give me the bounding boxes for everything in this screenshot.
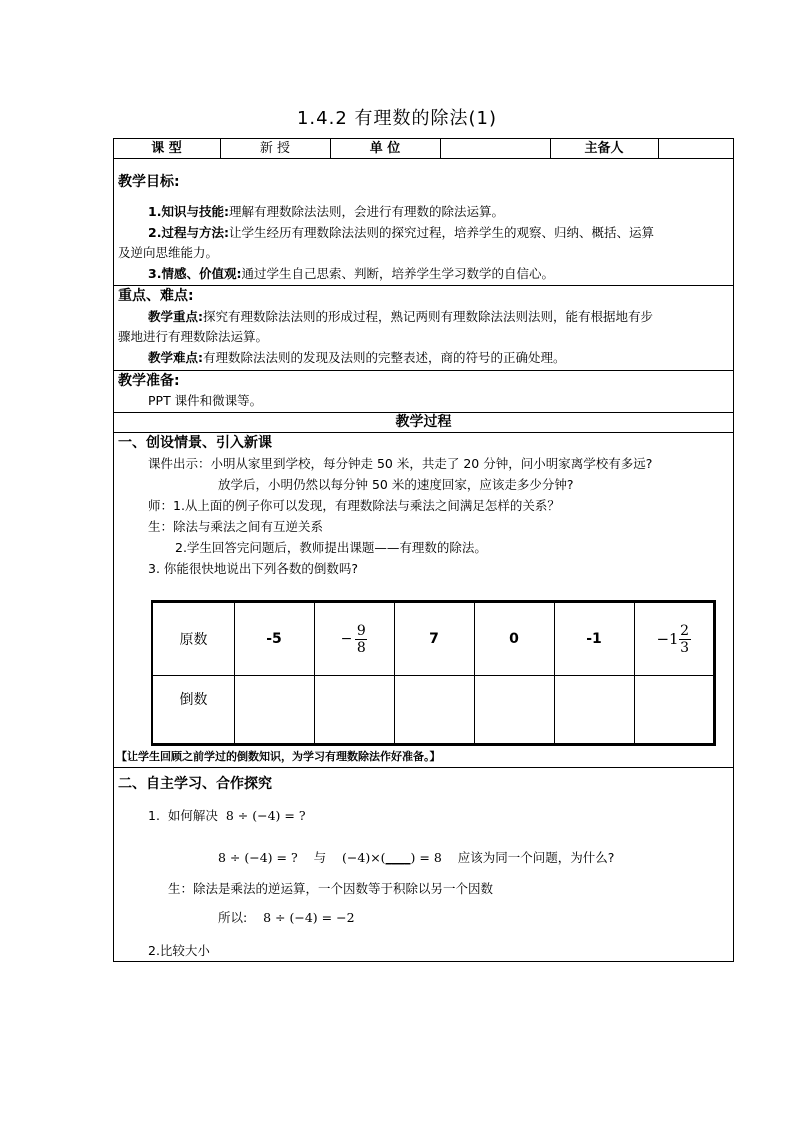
q1-number: 1. (148, 808, 160, 823)
goals-heading: 教学目标: (118, 174, 180, 190)
mixed-whole: −1 (656, 630, 679, 648)
goal-item-2-label: 2.过程与方法: (148, 225, 229, 240)
process-line-4: 生：除法与乘法之间有互逆关系 (148, 519, 324, 534)
goal-item-1-text: 理解有理数除法法则，会进行有理数的除法运算。 (228, 204, 504, 219)
focus-text-cont: 骤地进行有理数除法运算。 (118, 329, 269, 344)
question-2: 2.比较大小 (148, 943, 210, 958)
process-line-1: 课件出示：小明从家里到学校，每分钟走 50 米，共走了 20 分钟，问小明家离学校有多远? (148, 456, 653, 471)
eq-left: 8 ÷ (−4) = ? (218, 850, 298, 865)
row-divider (113, 285, 734, 286)
section1-title: 一、创设情景、引入新课 (118, 435, 272, 451)
course-type-label: 课 型 (151, 141, 182, 156)
q1-text: 如何解决 (167, 808, 218, 823)
table-row-divider (153, 675, 713, 676)
so-expression: 8 ÷ (−4) = −2 (263, 910, 355, 925)
minus-sign: − (340, 631, 353, 647)
student-answer: 生：除法是乘法的逆运算，一个因数等于积除以另一个因数 (168, 881, 494, 896)
section2-title: 二、自主学习、合作探究 (118, 776, 272, 792)
cell-value: 7 (429, 631, 439, 647)
unit-label: 单 位 (369, 141, 401, 156)
fraction (355, 623, 367, 656)
numerator: 9 (356, 622, 366, 639)
process-heading: 教学过程 (395, 414, 452, 430)
goal-item-2-text: 让学生经历有理数除法法则的探究过程，培养学生的观察、归纳、概括、运算 (228, 225, 654, 240)
cell-value-mixed (634, 603, 713, 675)
goal-item-3-text: 通过学生自己思索、判断，培养学生学习数学的自信心。 (241, 266, 554, 281)
so-label: 所以: (218, 910, 248, 925)
fraction (679, 623, 691, 656)
prep-text: PPT 课件和微课等。 (148, 393, 263, 408)
focus-line (148, 308, 653, 326)
denominator: 3 (680, 639, 690, 656)
goal-item-2 (148, 224, 654, 242)
process-line-5: 2.学生回答完问题后，教师提出课题——有理数的除法。 (175, 540, 487, 555)
equation-line (218, 849, 614, 867)
page-title: 1.4.2 有理数的除法(1) (296, 108, 498, 129)
row-divider (113, 767, 734, 768)
owner-value (658, 139, 734, 158)
cell-value-fraction (314, 603, 394, 675)
table-note: 【让学生回顾之前学过的倒数知识，为学习有理数除法作好准备。】 (116, 750, 441, 763)
goal-item-1-label: 1.知识与技能: (148, 204, 229, 219)
goal-item-2-cont: 及逆向思维能力。 (118, 245, 219, 260)
focus-text: 探究有理数除法法则的形成过程，熟记两则有理数除法法则法则，能有根据地有步 (203, 309, 654, 324)
denominator: 8 (356, 639, 366, 656)
cell-value: -5 (266, 631, 282, 647)
row-label-reciprocal: 倒数 (179, 692, 208, 708)
question-1 (148, 807, 306, 825)
unit-value (440, 139, 550, 158)
focus-label: 教学重点: (148, 309, 203, 324)
difficulty-label: 教学难点: (148, 350, 203, 365)
so-line (218, 909, 355, 927)
numerator: 2 (680, 622, 690, 639)
eq-mid-word: 与 (313, 850, 327, 865)
goal-item-3 (148, 265, 554, 283)
course-type-value: 新 授 (259, 141, 291, 156)
q1-expression: 8 ÷ (−4) = ? (225, 808, 306, 823)
key-points-heading: 重点、难点: (118, 288, 194, 304)
eq-right-post: ) = 8 (410, 850, 442, 865)
prep-heading: 教学准备: (118, 373, 180, 389)
eq-right-pre: (−4)×( (342, 850, 386, 865)
goal-item-3-label: 3.情感、价值观: (148, 266, 242, 281)
process-line-2: 放学后，小明仍然以每分钟 50 米的速度回家，应该走多少分钟? (218, 477, 574, 492)
eq-question: 应该为同一个问题，为什么? (457, 850, 615, 865)
row-divider (113, 432, 734, 433)
process-line-3: 师：1.从上面的例子你可以发现，有理数除法与乘法之间满足怎样的关系？ (148, 498, 560, 513)
row-divider (113, 370, 734, 371)
owner-label: 主备人 (584, 141, 624, 156)
difficulty-line (148, 349, 566, 367)
row-label-original: 原数 (179, 632, 208, 648)
difficulty-text: 有理数除法法则的发现及法则的完整表述，商的符号的正确处理。 (203, 350, 566, 365)
process-line-6: 3. 你能很快地说出下列各数的倒数吗? (148, 561, 359, 576)
reciprocal-table (151, 600, 716, 746)
cell-value: 0 (509, 631, 519, 647)
row-divider (113, 158, 734, 159)
eq-blank: ____ (385, 850, 411, 865)
goal-item-1 (148, 203, 504, 221)
cell-value: -1 (586, 631, 602, 647)
